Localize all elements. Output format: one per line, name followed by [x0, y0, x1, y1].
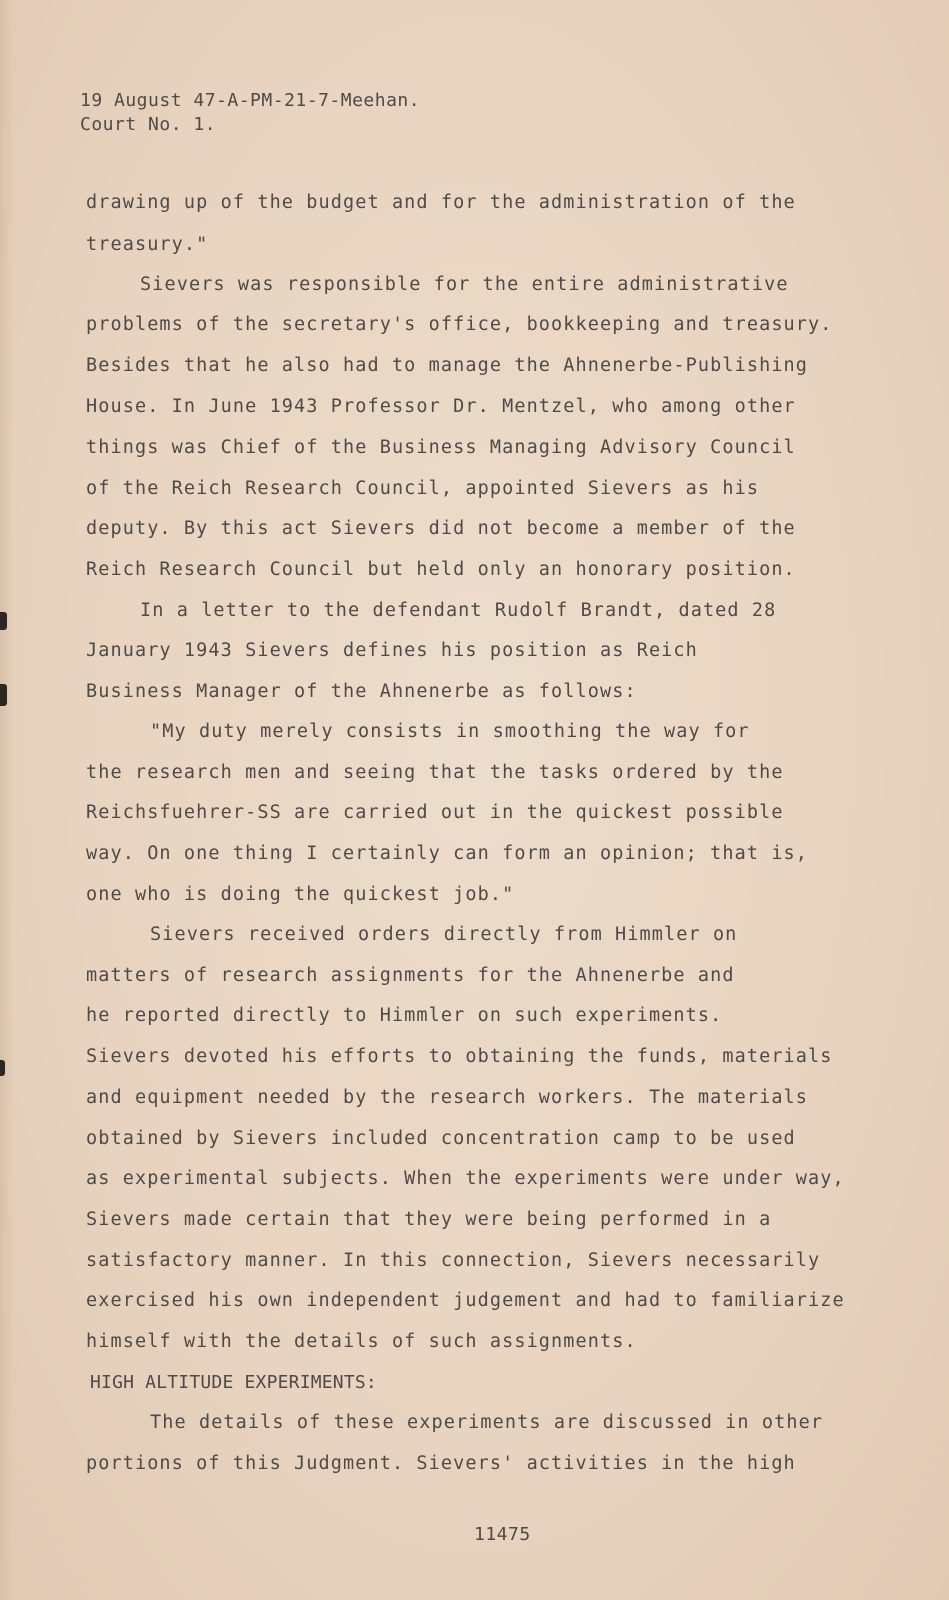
binding-tab-mark — [0, 612, 7, 630]
body-line: Sievers devoted his efforts to obtaining the funds, materials — [86, 1046, 833, 1067]
body-line: himself with the details of such assignments. — [86, 1331, 637, 1352]
page-left-edge-shadow — [0, 0, 14, 1600]
body-line: of the Reich Research Council, appointed Sievers as his — [86, 478, 760, 499]
body-line: way. On one thing I certainly can form an opinion; that is, — [86, 843, 809, 864]
body-line: one who is doing the quickest job." — [86, 884, 515, 905]
binding-tab-mark — [0, 684, 7, 706]
body-line: matters of research assignments for the Ahnenerbe and — [86, 965, 735, 986]
section-heading: HIGH ALTITUDE EXPERIMENTS: — [90, 1372, 377, 1393]
body-line: portions of this Judgment. Sievers' activities in the high — [86, 1453, 796, 1474]
body-line: deputy. By this act Sievers did not become a member of the — [86, 518, 796, 539]
header-court-number: Court No. 1. — [80, 114, 217, 135]
body-line: The details of these experiments are discussed in other — [150, 1412, 824, 1433]
body-line: things was Chief of the Business Managing Advisory Council — [86, 437, 796, 458]
body-line: as experimental subjects. When the experiments were under way, — [86, 1168, 845, 1189]
body-line: treasury." — [86, 234, 209, 255]
body-line: "My duty merely consists in smoothing the way for — [150, 721, 750, 742]
binding-tab-mark — [0, 1060, 5, 1076]
body-line: drawing up of the budget and for the administration of the — [86, 192, 796, 213]
body-line: In a letter to the defendant Rudolf Brandt, dated 28 — [140, 600, 777, 621]
body-line: January 1943 Sievers defines his position as Reich — [86, 640, 698, 661]
body-line: he reported directly to Himmler on such experiments. — [86, 1005, 723, 1026]
body-line: satisfactory manner. In this connection, Sievers necessarily — [86, 1250, 821, 1271]
body-line: and equipment needed by the research workers. The materials — [86, 1087, 809, 1108]
body-line: Sievers made certain that they were being performed in a — [86, 1209, 772, 1230]
body-line: Business Manager of the Ahnenerbe as follows: — [86, 681, 637, 702]
page-number: 11475 — [474, 1524, 531, 1545]
body-line: exercised his own independent judgement and had to familiarize — [86, 1290, 845, 1311]
body-line: the research men and seeing that the tasks ordered by the — [86, 762, 784, 783]
body-line: Sievers received orders directly from Himmler on — [150, 924, 738, 945]
body-line: Sievers was responsible for the entire administrative — [140, 274, 789, 295]
body-line: Besides that he also had to manage the Ahnenerbe-Publishing — [86, 355, 809, 376]
body-line: Reich Research Council but held only an honorary position. — [86, 559, 796, 580]
body-line: problems of the secretary's office, bookkeeping and treasury. — [86, 314, 833, 335]
body-line: Reichsfuehrer-SS are carried out in the quickest possible — [86, 802, 784, 823]
header-case-reference: 19 August 47-A-PM-21-7-Meehan. — [80, 90, 421, 111]
body-line: House. In June 1943 Professor Dr. Mentzel, who among other — [86, 396, 796, 417]
body-line: obtained by Sievers included concentration camp to be used — [86, 1128, 796, 1149]
